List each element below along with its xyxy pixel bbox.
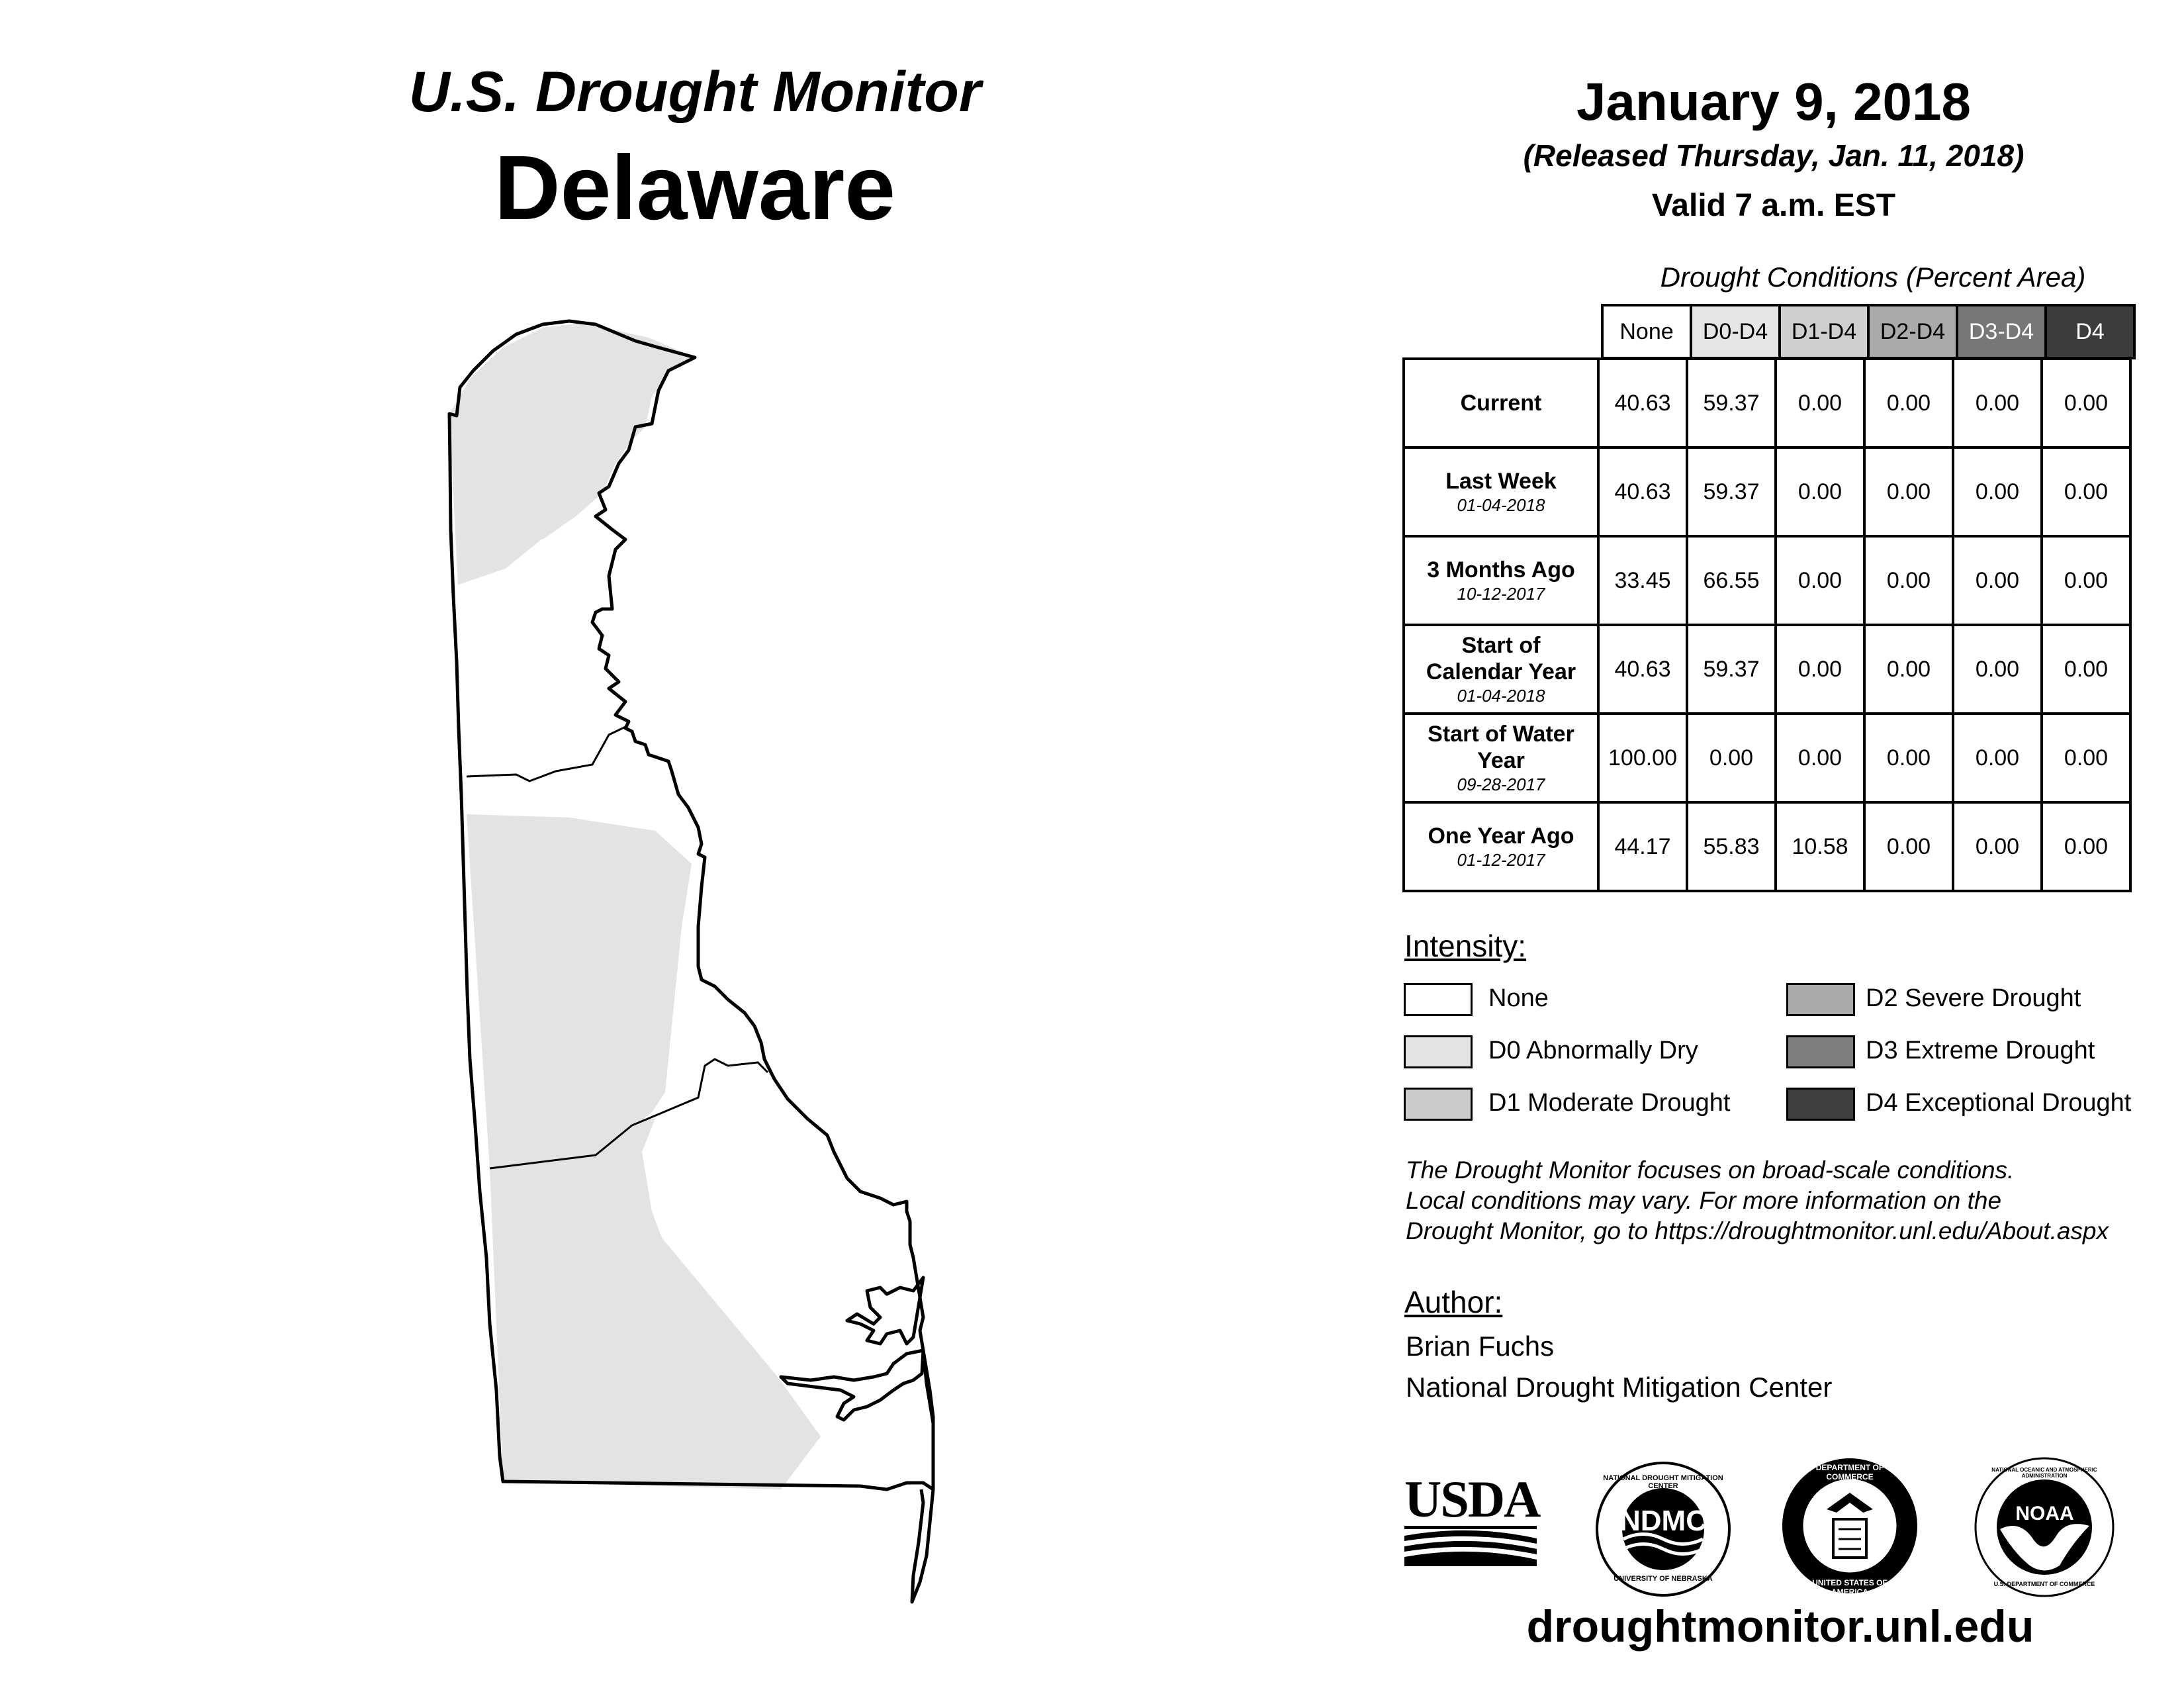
column-header-d4: D4 <box>2046 305 2134 358</box>
table-cell: 0.00 <box>1864 359 1953 447</box>
author-org: National Drought Mitigation Center <box>1406 1372 1833 1403</box>
table-row <box>1404 802 2130 891</box>
legend-label-d3: D3 Extreme Drought <box>1866 1037 2095 1064</box>
table-cell: 59.37 <box>1687 447 1776 536</box>
commerce-seal <box>1780 1456 1919 1595</box>
table-cell: 59.37 <box>1687 359 1776 447</box>
map-date: January 9, 2018 <box>1576 72 1971 131</box>
table-cell: 59.37 <box>1687 625 1776 714</box>
row-label-date: 10-12-2017 <box>1457 583 1545 604</box>
legend-swatch-d1 <box>1404 1088 1473 1121</box>
row-label <box>1404 625 1598 714</box>
column-header-d0-d4: D0-D4 <box>1691 305 1780 358</box>
row-label-text: Start of Water Year <box>1428 721 1574 774</box>
row-label <box>1404 714 1598 802</box>
table-cell: 0.00 <box>1953 536 2042 625</box>
note-line-1: The Drought Monitor focuses on broad-scale conditions. <box>1406 1156 2015 1184</box>
row-label <box>1404 536 1598 625</box>
table-cell: 0.00 <box>1864 714 1953 802</box>
legend-swatch-none <box>1404 983 1473 1016</box>
table-cell: 0.00 <box>1776 536 1864 625</box>
noaa-ring-bottom-text: U.S. DEPARTMENT OF COMMERCE <box>1993 1581 2095 1587</box>
legend-swatch-d4 <box>1786 1088 1855 1121</box>
table-cell: 0.00 <box>1953 714 2042 802</box>
table-cell: 0.00 <box>1687 714 1776 802</box>
table-cell: 66.55 <box>1687 536 1776 625</box>
table-cell: 10.58 <box>1776 802 1864 891</box>
row-label-text: 3 Months Ago <box>1427 557 1575 583</box>
column-header-none: None <box>1602 305 1691 358</box>
author-heading: Author: <box>1404 1285 1503 1319</box>
map-d0-area-north <box>449 323 695 586</box>
table-cell: 0.00 <box>1953 802 2042 891</box>
noaa-seal <box>1974 1456 2116 1599</box>
release-date: (Released Thursday, Jan. 11, 2018) <box>1523 138 2025 173</box>
legend-label-d2: D2 Severe Drought <box>1866 984 2081 1012</box>
table-cell: 0.00 <box>2042 714 2130 802</box>
table-cell: 0.00 <box>2042 447 2130 536</box>
table-cell: 0.00 <box>1864 536 1953 625</box>
drought-conditions-table <box>1402 357 2132 892</box>
noaa-wordmark: NOAA <box>2015 1503 2074 1524</box>
note-line-2: Local conditions may vary. For more information on the <box>1406 1187 2002 1214</box>
table-cell: 33.45 <box>1598 536 1687 625</box>
ndmc-ring-top-text: NATIONAL DROUGHT MITIGATION CENTER <box>1603 1474 1723 1490</box>
table-cell: 0.00 <box>2042 625 2130 714</box>
table-row <box>1404 625 2130 714</box>
footer-url[interactable]: droughtmonitor.unl.edu <box>1526 1601 2034 1652</box>
table-cell: 0.00 <box>1864 447 1953 536</box>
table-cell: 0.00 <box>1953 359 2042 447</box>
table-caption: Drought Conditions (Percent Area) <box>1660 261 2086 293</box>
legend-label-d1: D1 Moderate Drought <box>1488 1089 1731 1117</box>
table-cell: 0.00 <box>1776 359 1864 447</box>
legend-swatch-d0 <box>1404 1035 1473 1068</box>
product-title: U.S. Drought Monitor <box>408 60 981 124</box>
column-header-table <box>1601 304 2136 359</box>
intensity-heading: Intensity: <box>1404 929 1527 963</box>
author-name: Brian Fuchs <box>1406 1331 1555 1362</box>
table-row <box>1404 714 2130 802</box>
usda-field-lines-icon <box>1404 1529 1537 1566</box>
table-cell: 55.83 <box>1687 802 1776 891</box>
inland-bay-indian-river <box>781 1350 923 1420</box>
table-cell: 0.00 <box>1953 625 2042 714</box>
usda-wordmark: USDA <box>1404 1470 1540 1528</box>
table-cell: 40.63 <box>1598 447 1687 536</box>
commerce-ring-bottom-text: UNITED STATES OF AMERICA <box>1812 1578 1888 1597</box>
table-cell: 0.00 <box>1776 625 1864 714</box>
row-label <box>1404 802 1598 891</box>
table-cell: 0.00 <box>2042 536 2130 625</box>
map-d0-area-south <box>490 1119 821 1489</box>
table-cell: 40.63 <box>1598 359 1687 447</box>
row-label <box>1404 359 1598 447</box>
table-cell: 40.63 <box>1598 625 1687 714</box>
legend-swatch-d3 <box>1786 1035 1855 1068</box>
row-label-date: 01-04-2018 <box>1457 494 1545 515</box>
state-title: Delaware <box>494 137 896 239</box>
table-cell: 0.00 <box>2042 359 2130 447</box>
column-header-d3-d4: D3-D4 <box>1957 305 2046 358</box>
delaware-drought-map <box>0 0 993 1688</box>
column-header-d1-d4: D1-D4 <box>1780 305 1868 358</box>
ndmc-ring-bottom-text: UNIVERSITY OF NEBRASKA <box>1614 1575 1713 1583</box>
note-line-3: Drought Monitor, go to https://droughtmonitor.unl.edu/About.aspx <box>1406 1217 2109 1244</box>
legend-swatch-d2 <box>1786 983 1855 1016</box>
table-cell: 0.00 <box>1864 802 1953 891</box>
legend-label-d4: D4 Exceptional Drought <box>1866 1089 2132 1117</box>
column-header-d2-d4: D2-D4 <box>1868 305 1957 358</box>
row-label-text: Last Week <box>1445 469 1557 494</box>
valid-time: Valid 7 a.m. EST <box>1651 188 1896 223</box>
disclaimer-note <box>1406 1155 2180 1246</box>
legend-label-d0: D0 Abnormally Dry <box>1488 1037 1698 1064</box>
ndmc-wordmark: NDMC <box>1619 1505 1707 1537</box>
row-label-date: 09-28-2017 <box>1457 774 1545 795</box>
noaa-ring-top-text: NATIONAL OCEANIC AND ATMOSPHERIC ADMINISTRATION <box>1991 1467 2097 1479</box>
table-cell: 0.00 <box>1953 447 2042 536</box>
table-cell: 0.00 <box>1864 625 1953 714</box>
table-row <box>1404 447 2130 536</box>
row-label-date: 01-04-2018 <box>1457 686 1545 706</box>
legend-label-none: None <box>1488 984 1549 1012</box>
row-label-text: One Year Ago <box>1428 823 1574 849</box>
row-label <box>1404 447 1598 536</box>
table-row <box>1404 359 2130 447</box>
map-area-boundary-mid <box>467 727 625 781</box>
inland-bay-rehoboth <box>847 1278 923 1344</box>
row-label-text: Start of Calendar Year <box>1426 632 1576 685</box>
ndmc-seal <box>1594 1460 1733 1599</box>
table-cell: 44.17 <box>1598 802 1687 891</box>
table-cell: 100.00 <box>1598 714 1687 802</box>
table-row <box>1404 536 2130 625</box>
table-cell: 0.00 <box>1776 714 1864 802</box>
table-cell: 0.00 <box>2042 802 2130 891</box>
row-label-text: Current <box>1460 390 1542 416</box>
commerce-ring-top-text: DEPARTMENT OF COMMERCE <box>1815 1463 1884 1481</box>
usda-logo <box>1404 1470 1540 1566</box>
table-cell: 0.00 <box>1776 447 1864 536</box>
row-label-date: 01-12-2017 <box>1457 849 1545 870</box>
